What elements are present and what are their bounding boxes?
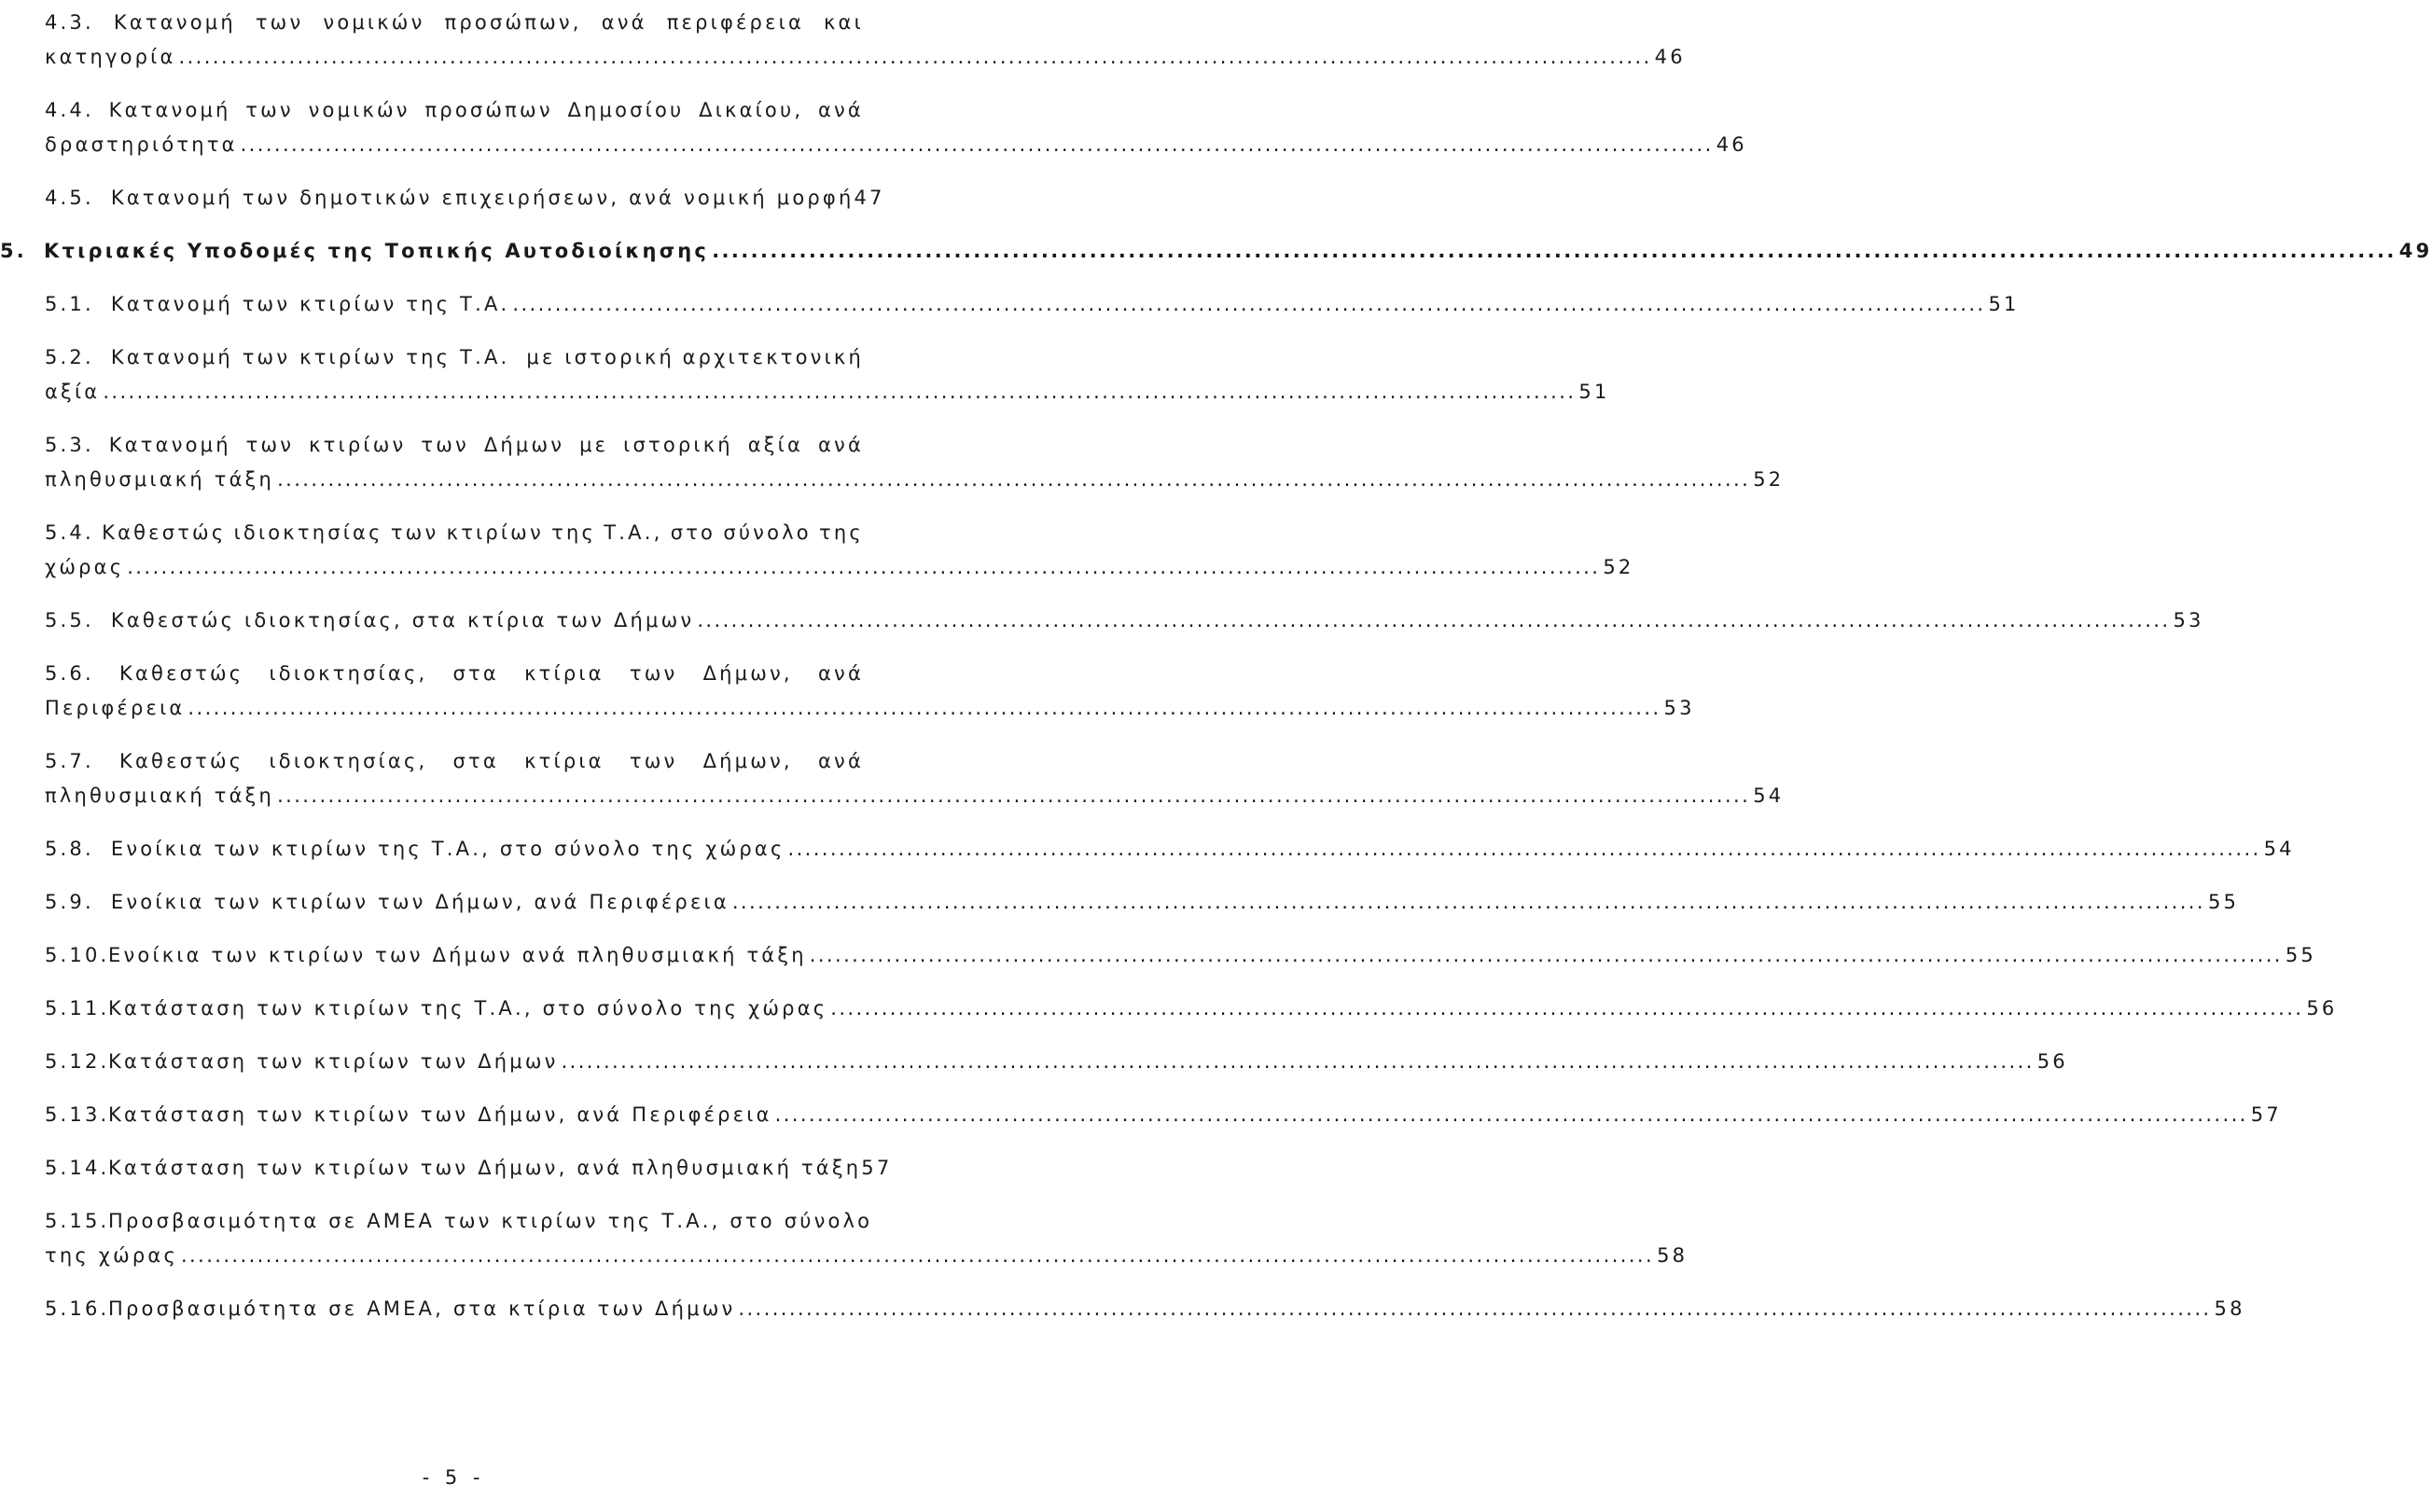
toc-number: 5.14. <box>45 1157 110 1179</box>
toc-entry-line <box>45 463 1785 497</box>
toc-number: 5.3. <box>45 434 94 456</box>
toc-page-number: 58 <box>1657 1244 1689 1267</box>
toc-number: 4.4. <box>45 99 94 121</box>
toc-title: Κατανομή των δημοτικών επιχειρήσεων, ανά νομική μορφή <box>110 187 855 209</box>
toc-number: 5.10. <box>45 944 110 966</box>
dot-leader <box>241 128 1714 162</box>
toc-page-number: 52 <box>1753 468 1785 491</box>
dot-leader <box>103 375 1576 409</box>
toc-word: ιδιοκτησίας <box>233 521 383 544</box>
toc-word: προσώπων <box>424 99 553 121</box>
dot-leader <box>775 1098 2248 1132</box>
toc-number: 5.8. <box>45 838 94 860</box>
toc-word: στα <box>452 662 499 685</box>
toc-word: νομικών <box>323 11 425 34</box>
toc-word: ανά <box>817 434 864 456</box>
toc-entry-line <box>45 375 1610 409</box>
toc-entry-line <box>45 1098 2282 1132</box>
toc-entry-line <box>45 657 864 691</box>
toc-entry-5-8[interactable] <box>45 832 2295 867</box>
dot-leader <box>788 832 2261 867</box>
toc-word: ανά <box>817 662 864 685</box>
toc-word: αρχιτεκτονική <box>682 346 864 368</box>
toc-number: 5.2. <box>45 346 94 368</box>
toc-word: προσώπων, <box>444 11 582 34</box>
toc-number: 5.16. <box>45 1297 110 1320</box>
toc-word: Κατανομή <box>108 434 231 456</box>
toc-entry-line <box>45 992 2338 1026</box>
toc-word: ιδιοκτησίας, <box>269 662 428 685</box>
dot-leader <box>127 550 1600 585</box>
toc-entry-line <box>45 1204 873 1239</box>
toc-number: 4.3. <box>45 11 94 34</box>
toc-number: 5.4. <box>45 521 94 544</box>
toc-word: της <box>551 521 597 544</box>
toc-word: Κατανομή των κτιρίων της Τ.Α. <box>110 346 510 368</box>
toc-title: Κατανομή των κτιρίων της Τ.Α. <box>110 293 510 315</box>
toc-page-number: 53 <box>1663 697 1695 719</box>
toc-entry-line <box>45 1151 893 1186</box>
toc-title: Προσβασιμότητα σε ΑΜΕΑ, στα κτίρια των Δήμων <box>108 1297 736 1320</box>
toc-entry-4-3[interactable] <box>45 6 1686 75</box>
toc-word: σύνολο <box>723 521 812 544</box>
toc-entry-4-5[interactable] <box>45 181 885 215</box>
toc-entry-5-2[interactable] <box>45 340 1610 409</box>
toc-word: Καθεστώς <box>102 521 227 544</box>
toc-page-number: 57 <box>2250 1103 2282 1126</box>
toc-word: ανά <box>817 99 864 121</box>
toc-number: 4.5. <box>45 187 94 209</box>
toc-word: Δήμων, <box>702 662 793 685</box>
toc-title: Κατάσταση των κτιρίων των Δήμων, ανά πληθυσμιακή τάξη <box>108 1157 862 1179</box>
dot-leader <box>512 287 1985 322</box>
toc-word: των <box>245 434 295 456</box>
toc-title: Καθεστώς ιδιοκτησίας, στα κτίρια των Δήμων <box>110 609 695 631</box>
toc-entry-line <box>45 128 1747 162</box>
toc-title: Κτιριακές Υποδομές της Τοπικής Αυτοδιοίκησης <box>44 240 710 262</box>
toc-page-number: 51 <box>1988 293 2020 315</box>
toc-word: Δημοσίου <box>567 99 685 121</box>
dot-leader <box>738 1292 2211 1326</box>
toc-entry-line <box>45 691 1695 726</box>
toc-word: κτιρίων <box>309 434 407 456</box>
toc-page-number: 55 <box>2285 944 2316 966</box>
toc-page-number: 57 <box>861 1157 893 1179</box>
toc-title: πληθυσμιακή τάξη <box>45 468 275 491</box>
toc-title: της χώρας <box>45 1244 178 1267</box>
toc-word: Δήμων, <box>702 750 793 772</box>
toc-word: Δικαίου, <box>699 99 804 121</box>
toc-title: Ενοίκια των κτιρίων των Δήμων, ανά Περιφέρεια <box>110 891 730 913</box>
toc-word: των <box>390 521 439 544</box>
toc-word: Καθεστώς <box>119 662 244 685</box>
toc-title: δραστηριότητα <box>45 133 238 156</box>
toc-word: στο <box>670 521 716 544</box>
toc-entry-5-11[interactable] <box>45 992 2338 1026</box>
toc-entry-5-4[interactable] <box>45 516 1634 585</box>
toc-title: Ενοίκια των κτιρίων των Δήμων ανά πληθυσμιακή τάξη <box>108 944 807 966</box>
toc-entry-line <box>45 1239 1689 1273</box>
toc-entry-line <box>45 287 2020 322</box>
toc-entry-5-10[interactable] <box>45 938 2316 973</box>
toc-entry-5-13[interactable] <box>45 1098 2282 1132</box>
toc-word: Δήμων <box>483 434 565 456</box>
dot-leader <box>830 992 2303 1026</box>
toc-entry-5-9[interactable] <box>45 885 2240 920</box>
toc-word: κτίρια <box>524 662 605 685</box>
toc-page-number: 53 <box>2173 609 2204 631</box>
toc-title: κατηγορία <box>45 46 176 68</box>
toc-page-number: 56 <box>2036 1050 2068 1073</box>
toc-chapter-5[interactable] <box>0 234 2432 269</box>
dot-leader <box>562 1045 2035 1079</box>
toc-word: ανά <box>601 11 647 34</box>
toc-entry-4-4[interactable] <box>45 93 1747 162</box>
toc-entry-line <box>45 885 2240 920</box>
toc-entry-line <box>45 779 1785 813</box>
toc-entry-line <box>45 93 864 128</box>
toc-entry-5-12[interactable] <box>45 1045 2068 1079</box>
toc-word: στα <box>452 750 499 772</box>
dot-leader <box>810 938 2283 973</box>
toc-entry-line <box>45 832 2295 867</box>
toc-entry-line <box>45 340 864 375</box>
toc-page-number: 46 <box>1654 46 1686 68</box>
toc-entry-line <box>45 6 864 40</box>
dot-leader <box>277 463 1750 497</box>
toc-word: κτιρίων <box>446 521 544 544</box>
toc-title: Κατάσταση των κτιρίων της Τ.Α., στο σύνολο της χώρας <box>108 997 828 1020</box>
toc-word: περιφέρεια <box>666 11 804 34</box>
toc-word: Κατανομή <box>113 11 236 34</box>
toc-number: 5.7. <box>45 750 94 772</box>
toc-page-number: 46 <box>1716 133 1747 156</box>
toc-number: 5.1. <box>45 293 94 315</box>
toc-word: κτίρια <box>524 750 605 772</box>
toc-entry-5-16[interactable] <box>45 1292 2245 1326</box>
toc-entry-5-3[interactable] <box>45 428 1785 497</box>
toc-word: Κατανομή <box>108 99 231 121</box>
toc-entry-line <box>45 40 1686 75</box>
toc-entry-line <box>45 744 864 779</box>
toc-entry-5-1[interactable] <box>45 287 2020 322</box>
toc-number: 5.12. <box>45 1050 110 1073</box>
toc-word: και <box>823 11 864 34</box>
toc-title: Κατάσταση των κτιρίων των Δήμων, ανά Περιφέρεια <box>108 1103 772 1126</box>
toc-title: χώρας <box>45 556 125 578</box>
toc-number: 5.15. <box>45 1210 110 1232</box>
table-of-contents <box>0 6 2432 1345</box>
toc-entry-line <box>45 1292 2245 1326</box>
toc-word: των <box>629 662 678 685</box>
toc-page-number: 56 <box>2306 997 2338 1020</box>
toc-entry-line <box>45 181 885 215</box>
toc-number: 5.11. <box>45 997 110 1020</box>
toc-number: 5.6. <box>45 662 94 685</box>
dot-leader <box>179 40 1652 75</box>
toc-word: των <box>255 11 304 34</box>
toc-page-number: 55 <box>2207 891 2240 913</box>
toc-title: Περιφέρεια <box>45 697 186 719</box>
toc-word: των <box>421 434 469 456</box>
toc-word: Καθεστώς <box>119 750 244 772</box>
toc-word: με ιστορική <box>526 346 675 368</box>
toc-page-number: 54 <box>1753 784 1785 807</box>
toc-word: Τ.Α., <box>604 521 663 544</box>
toc-title: πληθυσμιακή τάξη <box>45 784 275 807</box>
dot-leader <box>188 691 1661 726</box>
toc-word: νομικών <box>308 99 410 121</box>
toc-title: Ενοίκια των κτιρίων της Τ.Α., στο σύνολο της χώρας <box>110 838 785 860</box>
toc-word: με <box>579 434 609 456</box>
toc-entry-5-14[interactable] <box>45 1151 893 1186</box>
dot-leader <box>277 779 1750 813</box>
toc-entry-line <box>45 550 1634 585</box>
toc-entry-line <box>45 428 864 463</box>
dot-leader <box>732 885 2205 920</box>
toc-page-number: 51 <box>1578 381 1610 403</box>
toc-page-number: 58 <box>2214 1297 2245 1320</box>
dot-leader <box>181 1239 1654 1273</box>
toc-number: 5. <box>0 240 27 262</box>
toc-page-number: 47 <box>854 187 885 209</box>
toc-entry-5-5[interactable] <box>45 603 2204 638</box>
toc-word: ιστορική <box>623 434 733 456</box>
toc-entry-5-6[interactable] <box>45 657 1695 726</box>
toc-page-number: 54 <box>2263 838 2295 860</box>
toc-title-part <box>45 340 674 375</box>
toc-number: 5.13. <box>45 1103 110 1126</box>
toc-entry-line <box>45 603 2204 638</box>
toc-word: των <box>245 99 294 121</box>
toc-page-number: 49 <box>2398 240 2432 262</box>
toc-word: ιδιοκτησίας, <box>269 750 428 772</box>
toc-word: των <box>629 750 678 772</box>
dot-leader <box>712 234 2397 269</box>
toc-entry-line <box>0 234 2432 269</box>
toc-word: ανά <box>817 750 864 772</box>
toc-page-number: 52 <box>1603 556 1634 578</box>
toc-title: Κατάσταση των κτιρίων των Δήμων <box>108 1050 559 1073</box>
toc-title: αξία <box>45 381 101 403</box>
toc-entry-line <box>45 516 864 550</box>
toc-entry-line <box>45 1045 2068 1079</box>
toc-entry-line <box>45 938 2316 973</box>
toc-title: Προσβασιμότητα σε ΑΜΕΑ των κτιρίων της Τ.Α., στο σύνολο <box>108 1210 873 1232</box>
toc-entry-5-15[interactable] <box>45 1204 1689 1273</box>
toc-entry-5-7[interactable] <box>45 744 1785 813</box>
toc-word: αξία <box>747 434 804 456</box>
page-footer-number: - 5 - <box>422 1466 485 1489</box>
toc-number: 5.9. <box>45 891 94 913</box>
toc-word: της <box>819 521 864 544</box>
dot-leader <box>697 603 2170 638</box>
toc-number: 5.5. <box>45 609 94 631</box>
